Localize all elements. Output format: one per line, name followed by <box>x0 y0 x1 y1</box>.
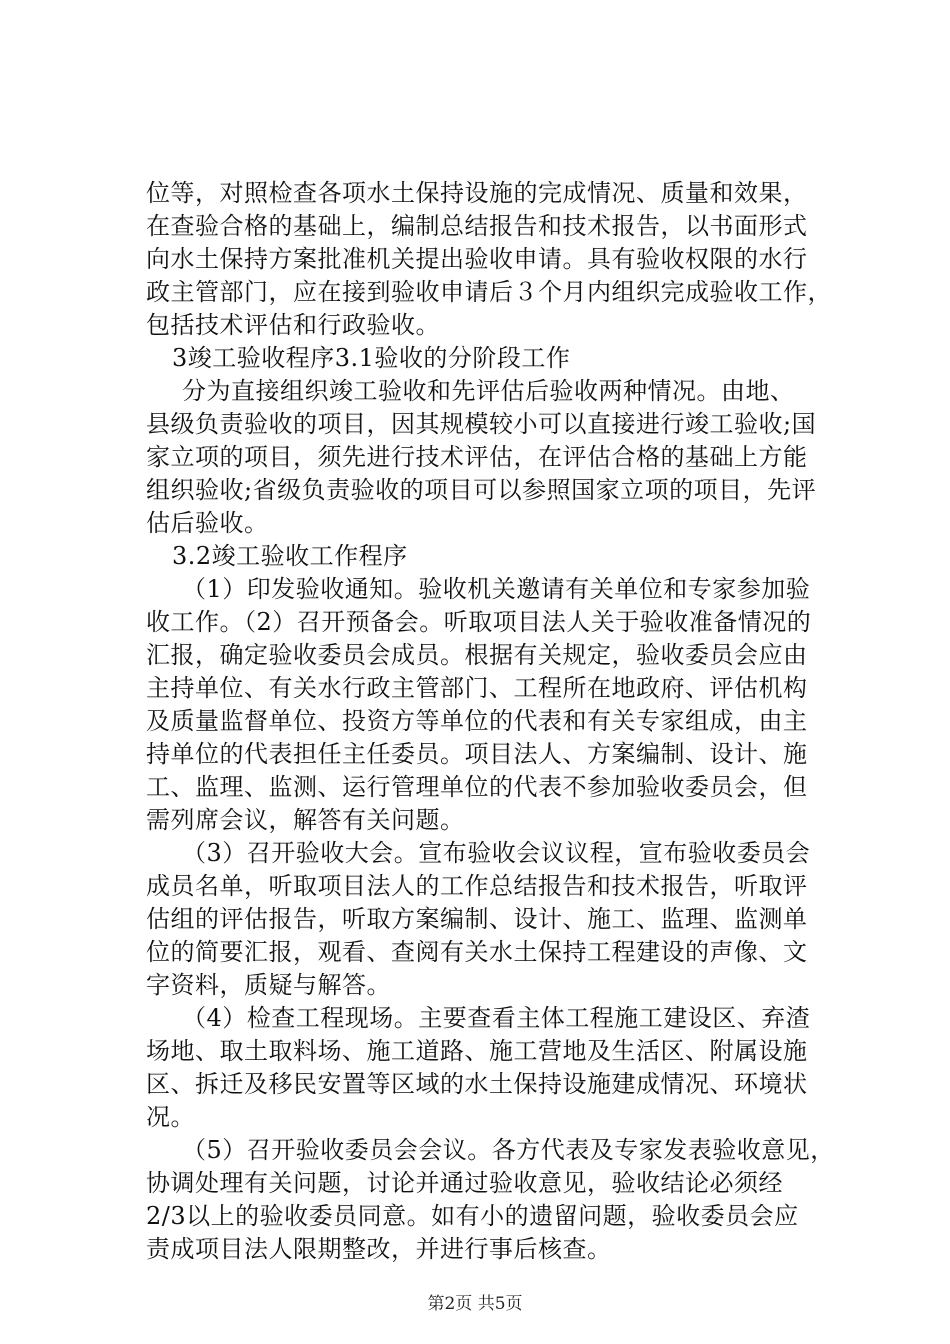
text-line: 场地、取土取料场、施工道路、施工营地及生活区、附属设施 <box>146 1037 808 1065</box>
text-line: 成员名单，听取项目法人的工作总结报告和技术报告，听取评 <box>146 872 808 900</box>
text-line: 协调处理有关问题，讨论并通过验收意见，验收结论必须经 <box>146 1169 783 1197</box>
text-line: 持单位的代表担任主任委员。项目法人、方案编制、设计、施 <box>146 740 808 768</box>
text-line: 估组的评估报告，听取方案编制、设计、施工、监理、监测单 <box>146 905 808 933</box>
text-line: 分为直接组织竣工验收和先评估后验收两种情况。由地、 <box>182 377 795 405</box>
text-line: （5）召开验收委员会会议。各方代表及专家发表验收意见， <box>182 1136 835 1164</box>
text-line: 工、监理、监测、运行管理单位的代表不参加验收委员会，但 <box>146 773 808 801</box>
page-footer: 第2页 共5页 <box>427 1294 523 1314</box>
section-heading: 3.2竣工验收工作程序 <box>172 542 408 570</box>
section-heading: 3竣工验收程序3.1验收的分阶段工作 <box>172 344 571 372</box>
text-line: 主持单位、有关水行政主管部门、工程所在地政府、评估机构 <box>146 674 808 702</box>
text-line: 区、拆迁及移民安置等区域的水土保持设施建成情况、环境状 <box>146 1070 808 1098</box>
text-line: 位的简要汇报，观看、查阅有关水土保持工程建设的声像、文 <box>146 938 808 966</box>
text-line: （4）检查工程现场。主要查看主体工程施工建设区、弃渣 <box>182 1004 811 1032</box>
text-line: 家立项的项目，须先进行技术评估，在评估合格的基础上方能 <box>146 443 808 471</box>
text-line: 包括技术评估和行政验收。 <box>146 311 440 339</box>
text-line: （1）印发验收通知。验收机关邀请有关单位和专家参加验 <box>182 575 811 603</box>
text-line: 组织验收;省级负责验收的项目可以参照国家立项的项目，先评 <box>146 476 817 504</box>
text-line: 估后验收。 <box>146 509 269 537</box>
text-line: 况。 <box>146 1103 195 1131</box>
text-line: 需列席会议，解答有关问题。 <box>146 806 465 834</box>
text-line: 及质量监督单位、投资方等单位的代表和有关专家组成，由主 <box>146 707 808 735</box>
text-line: 责成项目法人限期整改，并进行事后核查。 <box>146 1235 612 1263</box>
text-line: 在查验合格的基础上，编制总结报告和技术报告，以书面形式 <box>146 212 808 240</box>
text-line: 收工作。（2）召开预备会。听取项目法人关于验收准备情况的 <box>146 608 812 636</box>
text-line: 汇报，确定验收委员会成员。根据有关规定，验收委员会应由 <box>146 641 808 669</box>
text-line: 向水土保持方案批准机关提出验收申请。具有验收权限的水行 <box>146 245 808 273</box>
text-line: 字资料，质疑与解答。 <box>146 971 391 999</box>
text-line: 县级负责验收的项目，因其规模较小可以直接进行竣工验收;国 <box>146 410 817 438</box>
text-line: （3）召开验收大会。宣布验收会议议程，宣布验收委员会 <box>182 839 811 867</box>
text-line: 位等，对照检查各项水土保持设施的完成情况、质量和效果， <box>146 179 808 207</box>
text-line: 2/3以上的验收委员同意。如有小的遗留问题，验收委员会应 <box>146 1202 799 1230</box>
text-line: 政主管部门，应在接到验收申请后３个月内组织完成验收工作， <box>146 278 832 306</box>
